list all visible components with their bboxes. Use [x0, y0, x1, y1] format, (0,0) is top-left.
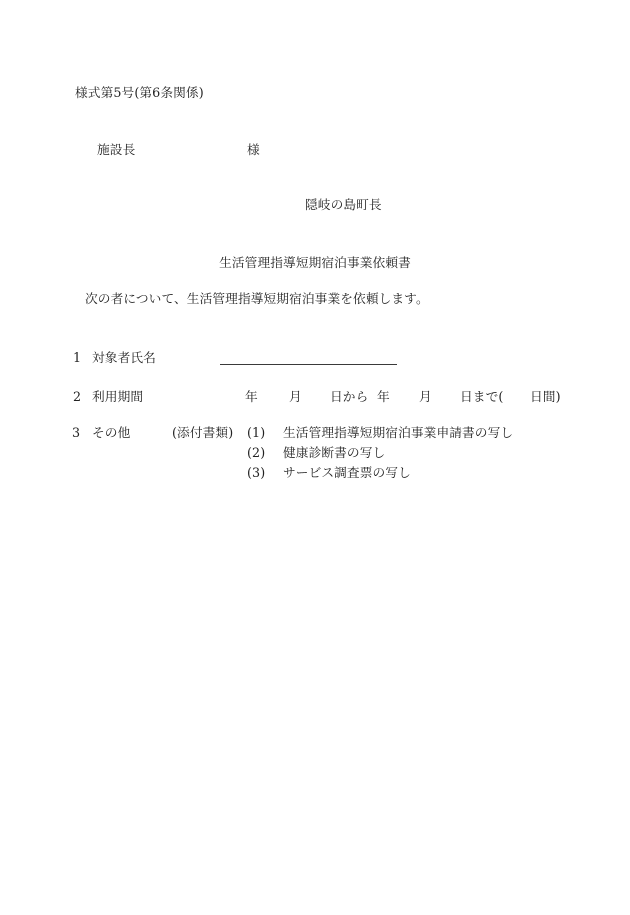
document-title: 生活管理指導短期宿泊事業依頼書 — [219, 255, 411, 270]
period-to-year-label: 年 — [377, 389, 390, 404]
addressee-honorific: 様 — [247, 142, 260, 157]
period-from-year-label: 年 — [245, 389, 258, 404]
attachment-2-number: (2) — [247, 445, 266, 460]
item-2-number: 2 — [73, 389, 82, 404]
item-3-label: その他 — [92, 425, 131, 440]
item-1-label: 対象者氏名 — [92, 350, 156, 365]
attachment-3-number: (3) — [247, 465, 266, 480]
addressee-title: 施設長 — [97, 142, 136, 157]
body-sentence: 次の者について、生活管理指導短期宿泊事業を依頼します。 — [85, 291, 429, 306]
sender-name: 隠岐の島町長 — [305, 197, 382, 212]
period-total-days-label: 日間) — [530, 389, 561, 404]
attachment-3-text: サービス調査票の写し — [283, 465, 411, 480]
form-number: 様式第5号(第6条関係) — [75, 85, 204, 100]
attachment-1-number: (1) — [247, 425, 266, 440]
item-3-number: 3 — [72, 425, 81, 440]
period-to-month-label: 月 — [419, 389, 432, 404]
item-1-number: 1 — [73, 350, 82, 365]
attachment-1-text: 生活管理指導短期宿泊事業申請書の写し — [283, 425, 514, 440]
item-3-sublabel: (添付書類) — [172, 425, 234, 440]
period-from-month-label: 月 — [289, 389, 302, 404]
applicant-name-blank-line — [220, 352, 397, 365]
item-2-label: 利用期間 — [92, 389, 144, 404]
attachment-2-text: 健康診断書の写し — [283, 445, 386, 460]
period-to-day-label: 日まで( — [460, 389, 504, 404]
period-from-day-label: 日から — [330, 389, 369, 404]
